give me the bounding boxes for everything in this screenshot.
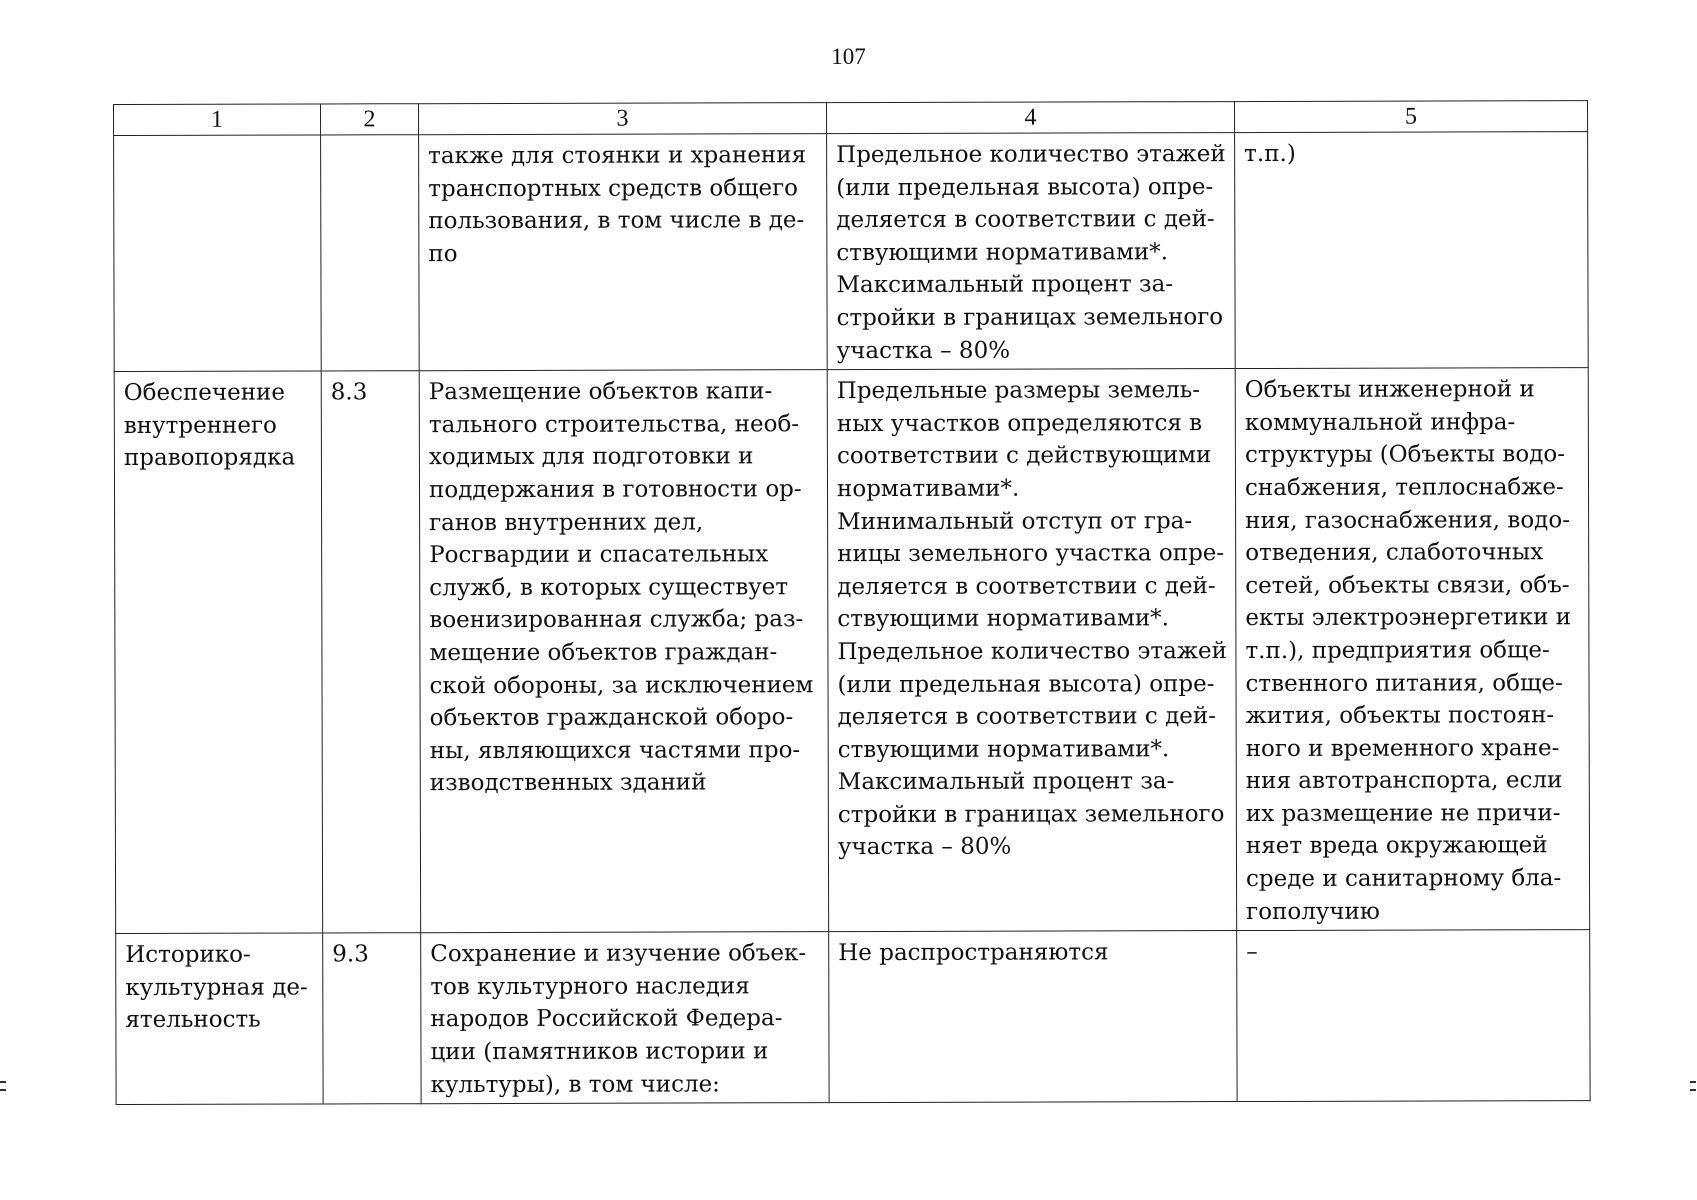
column-header-4: 4 (826, 102, 1234, 134)
use-description-cell: Сохранение и изучение объек- тов культурного наследия народов Российской Федера- ции (памятников истории и культуры), в том числе: (421, 932, 829, 1104)
use-code-cell: 9.3 (323, 933, 421, 1104)
use-name-cell: Обеспечение внутреннего правопорядка (114, 371, 322, 934)
parameters-cell: Не распространяются (829, 931, 1237, 1103)
table-header-row (114, 101, 1588, 136)
table-row (116, 930, 1590, 1105)
parameters-cell: Предельные размеры земель- ных участков определяются в соответствии с действующими нормативами*. Минимальный отступ от гра- ницы земельного участка опре- деляется в соответствии с дей- ствующими нормативами*. Предельное количество этажей (или предельная высота) опре- деляется в соответствии с дей- ствующими нормативами*. Максимальный процент за- стройки в границах земельного участка – 80% (827, 369, 1236, 932)
page-number: 107 (831, 44, 866, 69)
scan-edge-mark (0, 1081, 6, 1083)
land-use-table (113, 100, 1591, 1105)
use-name-cell (114, 135, 322, 372)
scan-edge-mark (1690, 1081, 1696, 1083)
auxiliary-uses-cell: – (1237, 930, 1590, 1102)
use-description-cell: Размещение объектов капи- тального строительства, необ- ходимых для подготовки и поддержания в готовности ор- ганов внутренних дел, Росгвардии и спасательных служб, в которых существует военизированная служба; раз- мещение объектов граждан- ской обороны, за исключением объектов гражданской оборо- ны, являющихся частями про- изводственных зданий (419, 370, 828, 933)
use-code-cell: 8.3 (321, 371, 420, 933)
table-row (114, 368, 1589, 934)
use-name-cell: Историко- культурная де- ятельность (116, 933, 323, 1105)
column-header-1: 1 (114, 104, 321, 136)
use-code-cell (321, 135, 420, 371)
column-header-3: 3 (419, 103, 827, 135)
table-row (114, 132, 1589, 372)
auxiliary-uses-cell: т.п.) (1235, 132, 1589, 369)
column-header-5: 5 (1234, 101, 1587, 133)
column-header-2: 2 (321, 104, 419, 135)
scan-edge-mark (0, 1089, 6, 1091)
use-description-cell: также для стоянки и хранения транспортных средств общего пользования, в том числе в де- по (419, 134, 828, 371)
scan-edge-mark (1690, 1089, 1696, 1091)
parameters-cell: Предельное количество этажей (или предельная высота) опре- деляется в соответствии с дей- ствующими нормативами*. Максимальный процент за- стройки в границах земельного участка – 80% (827, 133, 1236, 370)
auxiliary-uses-cell: Объекты инженерной и коммунальной инфра- структуры (Объекты водо- снабжения, теплоснабже- ния, газоснабжения, водо- отведения, слаботочных сетей, объекты связи, объ- екты электроэнергетики и т.п.), предприятия обще- ственного питания, обще- жития, объекты постоян- ного и временного хране- ния автотранспорта, если их размещение не причи- няет вреда окружающей среде и санитарному бла- гополучию (1235, 368, 1589, 931)
